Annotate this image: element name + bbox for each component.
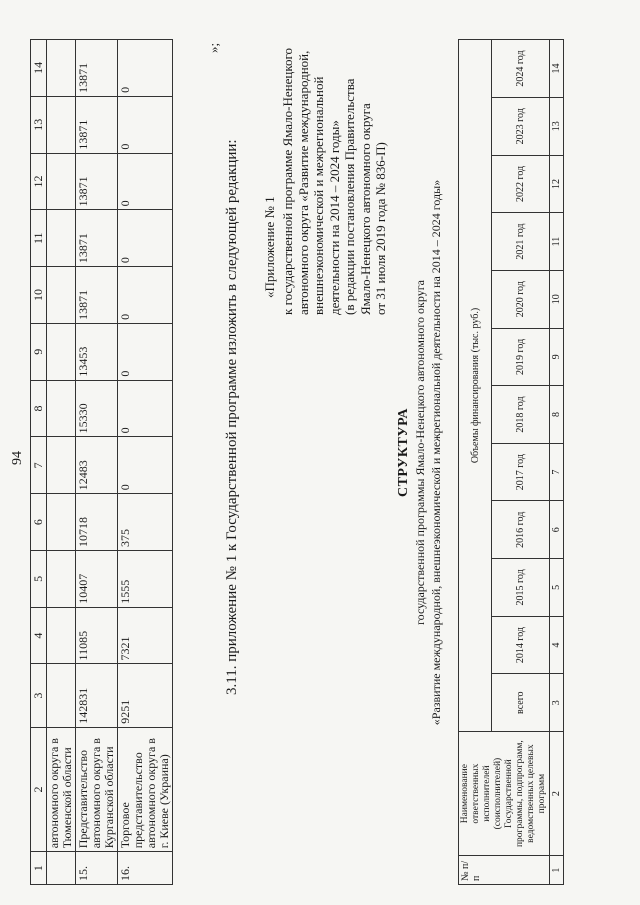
appendix-line: автономного округа «Развитие международной, — [295, 50, 311, 315]
column-number: 5 — [550, 559, 564, 617]
column-number: 7 — [550, 443, 564, 501]
value-cell — [47, 96, 76, 153]
heading-title: СТРУКТУРА — [396, 407, 411, 498]
value-cell: 0 — [118, 437, 173, 494]
heading-line: государственной программы Ямало-Ненецкого автономного округа — [413, 280, 427, 625]
value-cell: 0 — [118, 40, 173, 97]
appendix-line: к государственной программе Ямало-Ненецкого — [280, 47, 295, 315]
column-number: 11 — [550, 213, 564, 271]
top-table — [30, 39, 173, 885]
header-cell: 7 — [31, 437, 47, 494]
header-cell: 2 — [31, 727, 47, 851]
column-number: 14 — [550, 40, 564, 98]
col-name-header: Наименование ответственных исполнителей (соисполнителей) Государственной программы, подпрограмм, ведомственных целевых программ — [459, 732, 550, 856]
appendix-title: «Приложение № 1 — [262, 196, 277, 298]
value-cell: 0 — [118, 210, 173, 267]
year-header: 2016 год — [492, 501, 550, 559]
table-row — [47, 40, 76, 885]
value-cell — [47, 607, 76, 664]
value-cell — [47, 40, 76, 97]
header-cell: 3 — [31, 664, 47, 727]
funding-group-header: Объемы финансирования (тыс. руб.) — [459, 40, 492, 732]
row-name: Торговое представительство автономного округа в г. Киеве (Украина) — [118, 727, 173, 851]
value-cell: 142831 — [76, 664, 118, 727]
appendix-line: от 31 июля 2019 года № 836-П) — [373, 142, 388, 315]
header-cell: 14 — [31, 40, 47, 97]
value-cell — [47, 210, 76, 267]
appendix-line: (в редакции постановления Правительства — [342, 78, 357, 315]
value-cell — [47, 437, 76, 494]
appendix-line: деятельности на 2014 – 2024 годы» — [326, 120, 342, 315]
header-cell: 1 — [31, 852, 47, 885]
table-row — [76, 40, 118, 885]
value-cell: 12483 — [76, 437, 118, 494]
column-number-row — [550, 40, 564, 885]
year-header: 2020 год — [492, 270, 550, 328]
year-header: 2019 год — [492, 328, 550, 386]
header-cell: 4 — [31, 607, 47, 664]
column-number: 9 — [550, 328, 564, 386]
value-cell: 0 — [118, 153, 173, 210]
value-cell — [47, 380, 76, 437]
header-cell: 12 — [31, 153, 47, 210]
header-cell: 8 — [31, 380, 47, 437]
header-cell: 6 — [31, 494, 47, 551]
value-cell: 13453 — [76, 323, 118, 380]
column-number: 6 — [550, 501, 564, 559]
column-number: 13 — [550, 97, 564, 155]
value-cell — [47, 494, 76, 551]
heading-block — [396, 0, 444, 905]
header-cell: 9 — [31, 323, 47, 380]
year-header: 2023 год — [492, 97, 550, 155]
year-header: 2021 год — [492, 213, 550, 271]
value-cell: 15330 — [76, 380, 118, 437]
value-cell: 0 — [118, 323, 173, 380]
page-number: 94 — [10, 451, 25, 465]
column-number: 3 — [550, 674, 564, 732]
heading-line: «Развитие международной, внешнеэкономической и межрегиональной деятельности на 2014 – 2024 годы» — [429, 179, 443, 726]
column-number: 10 — [550, 270, 564, 328]
header-cell: 13 — [31, 96, 47, 153]
instruction-text: 3.11. приложение № 1 к Государственной программе изложить в следующей редакции: — [224, 139, 240, 695]
table-row — [118, 40, 173, 885]
year-header: 2024 год — [492, 40, 550, 98]
value-cell — [47, 664, 76, 727]
row-name: автономного округа в Тюменской области — [47, 727, 76, 851]
appendix-line: внешнеэкономической и межрегиональной — [311, 76, 326, 315]
year-header: 2014 год — [492, 616, 550, 674]
value-cell: 13871 — [76, 40, 118, 97]
value-cell: 13871 — [76, 96, 118, 153]
col-number-header: № п/п — [459, 856, 550, 885]
top-table-header-row — [31, 40, 47, 885]
column-number: 4 — [550, 616, 564, 674]
column-number: 2 — [550, 732, 564, 856]
value-cell: 0 — [118, 380, 173, 437]
year-header: 2017 год — [492, 443, 550, 501]
row-number: 16. — [118, 852, 173, 885]
value-cell: 13871 — [76, 153, 118, 210]
column-number: 8 — [550, 386, 564, 444]
year-header: всего — [492, 674, 550, 732]
header-cell: 5 — [31, 550, 47, 607]
value-cell: 7321 — [118, 607, 173, 664]
value-cell: 11085 — [76, 607, 118, 664]
appendix-line: Ямало-Ненецкого автономного округа — [357, 103, 373, 315]
value-cell: 1555 — [118, 550, 173, 607]
value-cell: 0 — [118, 267, 173, 324]
row-number — [47, 852, 76, 885]
header-cell: 10 — [31, 267, 47, 324]
value-cell: 10407 — [76, 550, 118, 607]
year-header: 2022 год — [492, 155, 550, 213]
value-cell: 9251 — [118, 664, 173, 727]
column-number: 12 — [550, 155, 564, 213]
column-number: 1 — [550, 856, 564, 885]
structure-table — [458, 39, 564, 885]
value-cell — [47, 267, 76, 324]
year-header: 2015 год — [492, 559, 550, 617]
value-cell: 10718 — [76, 494, 118, 551]
value-cell: 375 — [118, 494, 173, 551]
appendix-caption — [280, 48, 389, 315]
header-cell: 11 — [31, 210, 47, 267]
value-cell: 0 — [118, 96, 173, 153]
value-cell — [47, 550, 76, 607]
value-cell: 13871 — [76, 210, 118, 267]
row-name: Представительство автономного округа в Курганской области — [76, 727, 118, 851]
value-cell — [47, 323, 76, 380]
year-header: 2018 год — [492, 386, 550, 444]
closing-quote: »; — [206, 42, 221, 53]
value-cell — [47, 153, 76, 210]
value-cell: 13871 — [76, 267, 118, 324]
row-number: 15. — [76, 852, 118, 885]
